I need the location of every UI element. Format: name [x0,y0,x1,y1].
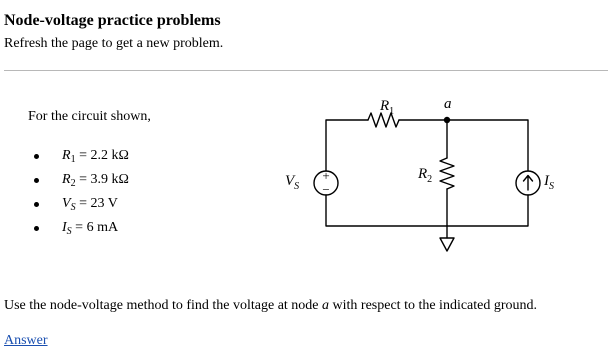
node-a-dot [444,117,450,123]
parameter-value: = 3.9 kΩ [79,172,129,187]
vs-subscript: S [294,181,300,192]
current-arrow-icon [524,176,533,191]
parameter-value: = 23 V [79,196,118,211]
page-subtitle: Refresh the page to get a new problem. [4,36,224,51]
is-subscript: S [549,181,554,192]
parameter-symbol: I [62,220,67,235]
question-text: Use the node-voltage method to find the voltage at node a with respect to the indicated ground. [4,298,538,313]
parameter-subscript: S [70,202,76,213]
problem-intro: For the circuit shown, [28,109,151,124]
parameter-symbol: R [62,172,71,187]
r2-subscript: 2 [427,174,433,185]
parameter-symbol: V [62,196,71,211]
parameter-subscript: S [66,226,72,237]
r1-subscript: 1 [389,106,395,117]
parameter-value: = 2.2 kΩ [79,148,129,163]
parameter-subscript: 1 [70,154,76,165]
parameter-symbol: R [62,148,71,163]
vs-minus-sign: − [322,182,330,197]
resistor-r2 [440,158,454,189]
vs-label: $V_S$ [285,173,300,192]
ground-icon [440,238,454,251]
wire-bottom [326,195,528,226]
node-a-label: a [444,96,452,112]
wire-top-left [326,120,368,171]
page-title: Node-voltage practice problems [4,12,221,29]
r2-label: $R_2$ [418,166,433,185]
parameter-value: = 6 mA [75,220,119,235]
answer-link[interactable]: Answer [4,333,48,348]
vs-plus-sign: + [322,168,330,183]
question-node: a [322,298,330,313]
is-label: $I_S$ [544,173,554,192]
wire-top-right [399,120,528,171]
r1-label: $R_1$ [380,98,395,117]
parameter-subscript: 2 [70,178,76,189]
resistor-r1 [368,113,399,127]
